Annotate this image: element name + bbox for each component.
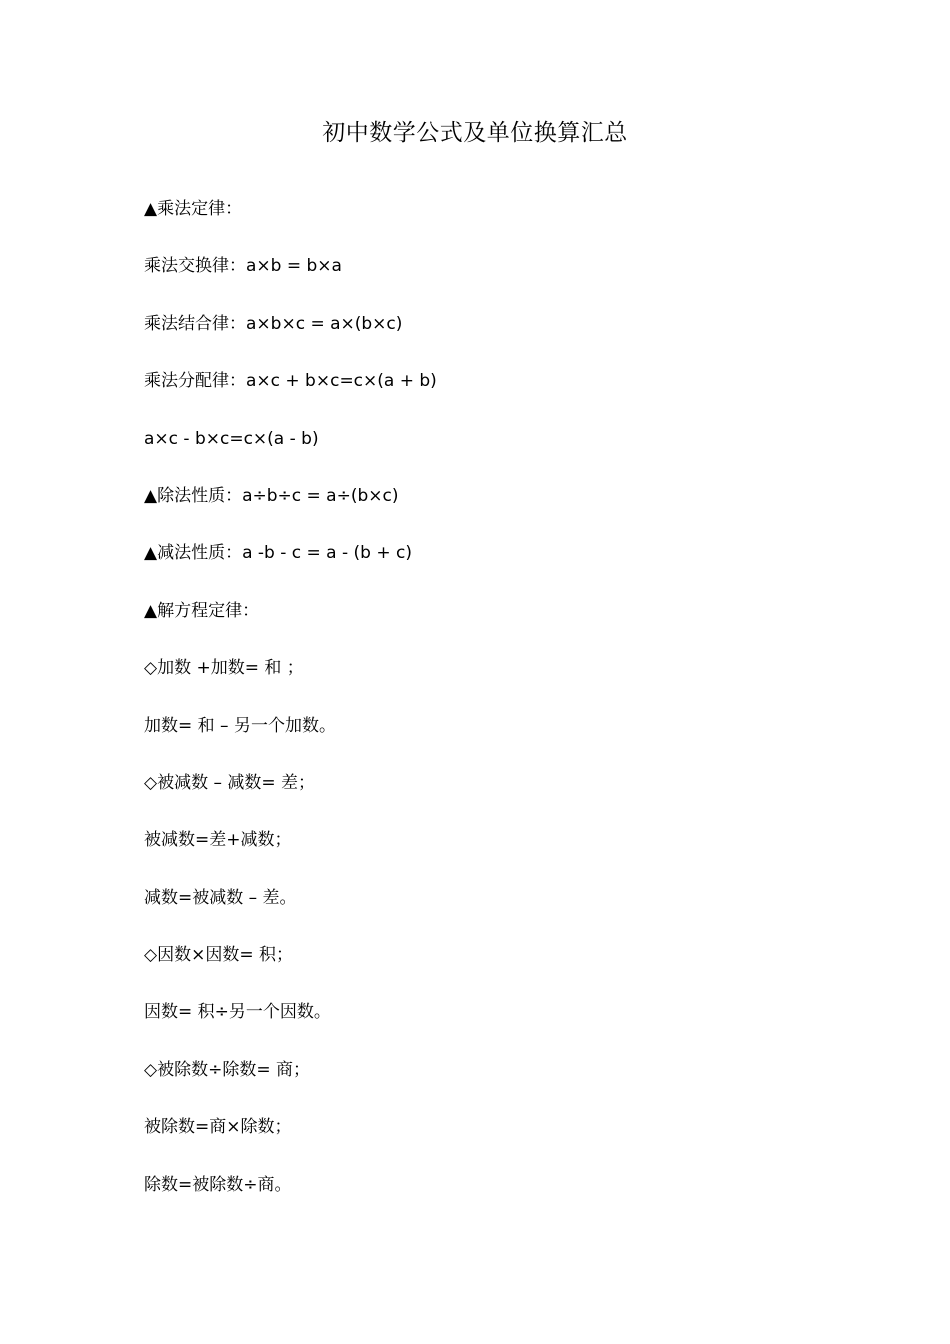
formula-factor: 因数= 积÷另一个因数。 [144,1002,331,1023]
formula-divisor: 除数=被除数÷商。 [144,1174,292,1195]
formula-subtrahend: 减数=被减数 – 差。 [144,887,297,908]
formula-dividend: 被除数=商×除数； [144,1117,292,1138]
formula-addend-sum: ◇加数 +加数= 和 ； [144,658,304,679]
page-title: 初中数学公式及单位换算汇总 [322,120,628,146]
section-heading-multiplication-laws: ▲乘法定律： [144,199,243,219]
section-heading-equation-laws: ▲解方程定律： [144,600,260,621]
formula-distributive-law: 乘法分配律：a×c + b×c=c×(a + b) [144,371,437,392]
formula-addend: 加数= 和 – 另一个加数。 [144,715,336,736]
formula-factor-product: ◇因数×因数= 积； [144,945,293,966]
formula-dividend-quotient: ◇被除数÷除数= 商； [144,1059,310,1080]
formula-distributive-law-subtraction: a×c - b×c=c×(a - b) [144,428,319,449]
formula-minuend-difference: ◇被减数 – 减数= 差； [144,772,316,793]
formula-minuend: 被减数=差+减数； [144,830,292,851]
formula-commutative-law: 乘法交换律：a×b = b×a [144,256,342,277]
formula-list [144,193,844,1226]
formula-division-property: ▲除法性质：a÷b÷c = a÷(b×c) [144,485,399,506]
formula-subtraction-property: ▲减法性质：a -b - c = a - (b + c) [144,543,412,564]
formula-associative-law: 乘法结合律：a×b×c = a×(b×c) [144,313,403,334]
